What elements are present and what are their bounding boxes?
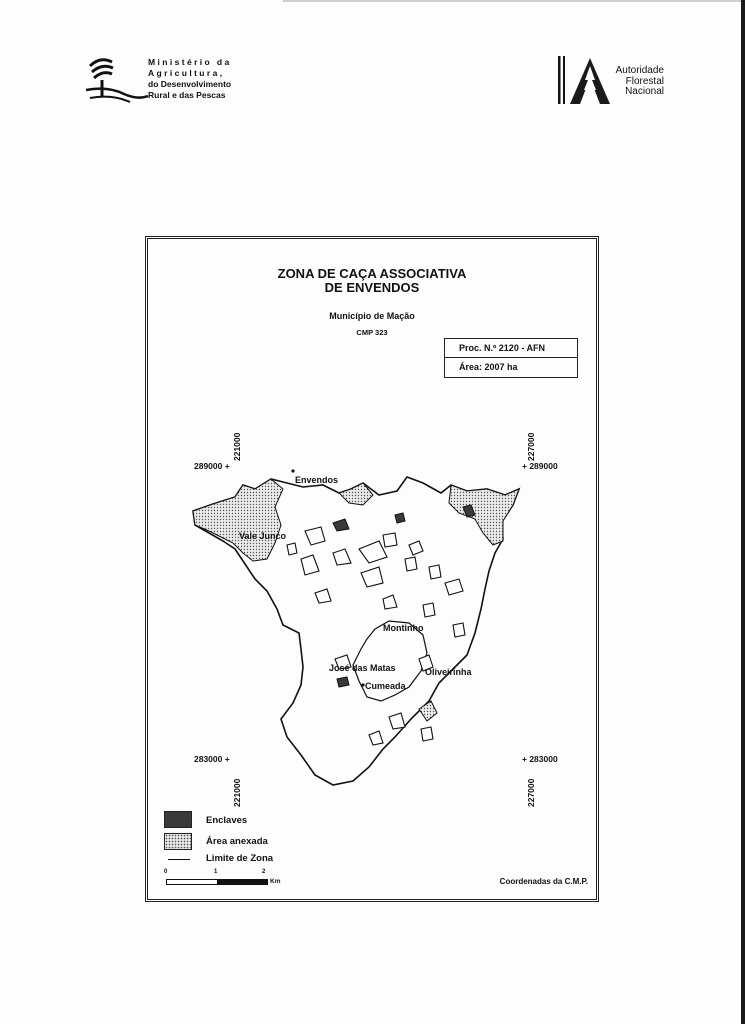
scale-unit: Km [270, 878, 281, 885]
process-box [444, 338, 578, 378]
legend-annexed-label: Área anexada [206, 836, 268, 847]
ministry-logo-icon [82, 52, 150, 108]
coordinates-note: Coordenadas da C.M.P. [499, 877, 588, 886]
coord-top-left-y: 289000 + [194, 461, 230, 471]
page-right-edge [741, 0, 745, 1024]
page-top-edge [283, 0, 745, 2]
legend-enclaves-label: Enclaves [206, 815, 248, 826]
legend-zone-label: Limite de Zona [206, 853, 274, 864]
process-number: Proc. N.º 2120 - AFN [445, 339, 577, 358]
map-frame [145, 236, 599, 902]
afn-logo-icon [558, 56, 614, 106]
envendos-marker [291, 469, 294, 472]
map-title: ZONA DE CAÇA ASSOCIATIVA DE ENVENDOS [277, 266, 467, 295]
place-oliveirinha: Oliveirinha [425, 667, 472, 677]
zone-map [183, 449, 533, 809]
legend-annexed-swatch [164, 833, 192, 850]
cmp-label: CMP 323 [356, 328, 388, 337]
coord-bottom-right-y: + 283000 [522, 754, 558, 764]
enclave [337, 677, 349, 687]
scale-segment-1 [166, 879, 218, 885]
place-vale-junco: Vale Junco [239, 531, 287, 541]
scale-segment-2 [217, 879, 268, 885]
coord-top-left-x: 221000 [232, 432, 242, 461]
scale-tick-0: 0 [164, 869, 168, 875]
scale-tick-2: 2 [262, 869, 266, 875]
place-cumeada: Cumeada [365, 681, 406, 691]
place-jose-das-matas: José das Matas [329, 663, 396, 673]
enclave [395, 513, 405, 523]
municipality-label: Município de Mação [329, 311, 415, 321]
coord-bottom-left-y: 283000 + [194, 754, 230, 764]
legend-zone-line [168, 859, 190, 860]
legend-enclaves-swatch [164, 811, 192, 828]
area-value: Área: 2007 ha [459, 362, 518, 372]
ministry-name: Ministério da Agricultura, do Desenvolvimento Rural e das Pescas [148, 57, 232, 100]
coord-top-right-x: 227000 [526, 432, 536, 461]
scale-tick-1: 1 [214, 869, 218, 875]
coord-bottom-right-x: 227000 [526, 778, 536, 807]
place-montinho: Montinho [383, 623, 424, 633]
coord-bottom-left-x: 221000 [232, 778, 242, 807]
place-envendos: Envendos [295, 475, 339, 485]
coord-top-right-y: + 289000 [522, 461, 558, 471]
afn-name: Autoridade Florestal Nacional [615, 65, 664, 97]
